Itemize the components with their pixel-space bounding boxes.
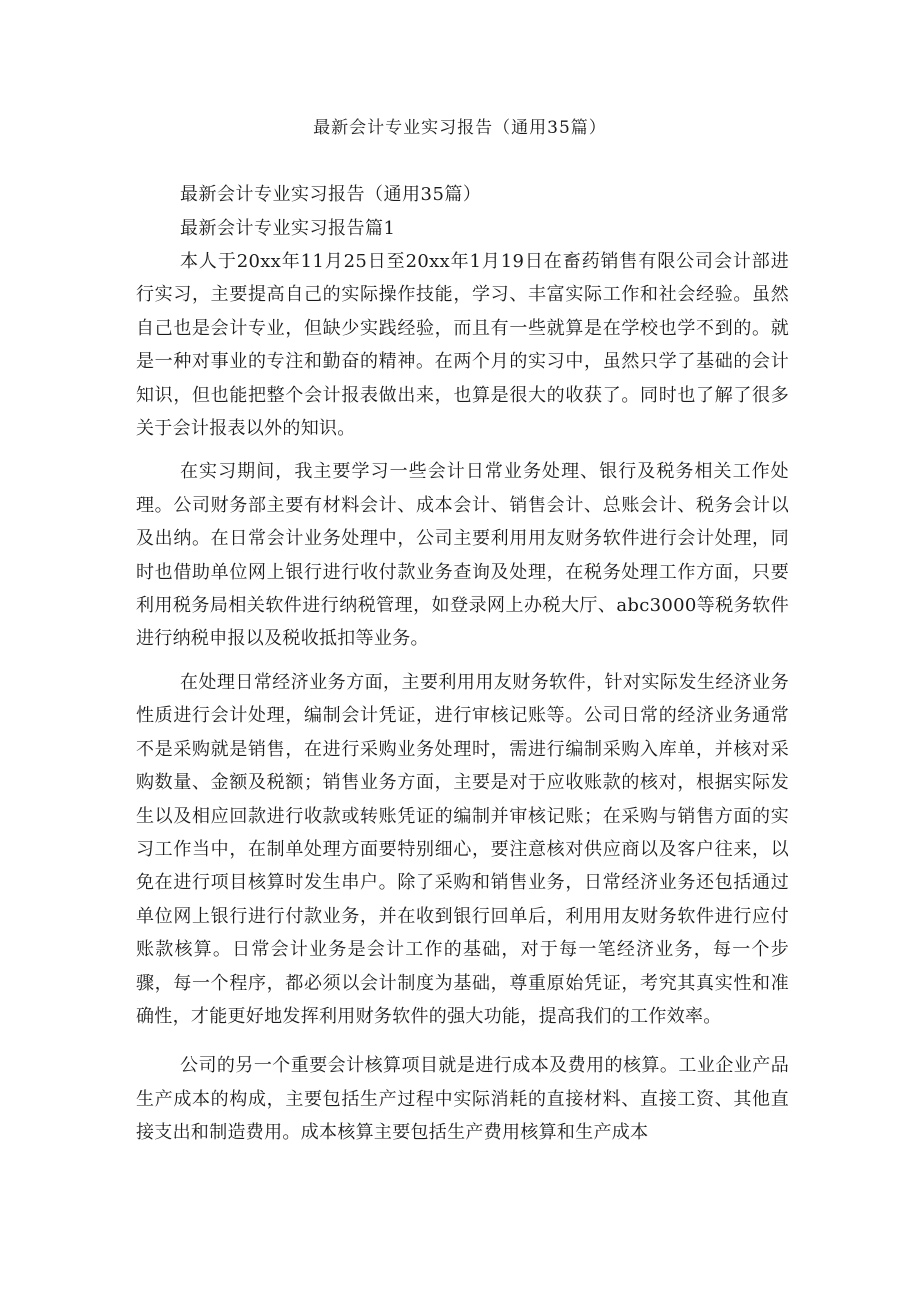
section-heading: 最新会计专业实习报告篇1: [180, 217, 396, 239]
document-title: 最新会计专业实习报告（通用35篇）: [313, 118, 607, 138]
document-body: [136, 178, 789, 1160]
document-subtitle: 最新会计专业实习报告（通用35篇）: [180, 184, 482, 205]
paragraph: 本人于20xx年11月25日至20xx年1月19日在畜药销售有限公司会计部进行实习，主要提高自己的实际操作技能，学习、丰富实际工作和社会经验。虽然自己也是会计专业，但缺少实践经验，而且有一些就算是在学校也学不到的。就是一种对事业的专注和勤奋的精神。在两个月的实习中，虽然只学了基础的会计知识，但也能把整个会计报表做出来，也算是很大的收获了。同时也了解了很多关于会计报表以外的知识。: [136, 251, 789, 440]
paragraph: 公司的另一个重要会计核算项目就是进行成本及费用的核算。工业企业产品生产成本的构成，主要包括生产过程中实际消耗的直接材料、直接工资、其他直接支出和制造费用。成本核算主要包括生产费用核算和生产成本: [136, 1055, 789, 1144]
paragraph: 在处理日常经济业务方面，主要利用用友财务软件，针对实际发生经济业务性质进行会计处理，编制会计凭证，进行审核记账等。公司日常的经济业务通常不是采购就是销售，在进行采购业务处理时，需进行编制采购入库单，并核对采购数量、金额及税额；销售业务方面，主要是对于应收账款的核对，根据实际发生以及相应回款进行收款或转账凭证的编制并审核记账；在采购与销售方面的实习工作当中，在制单处理方面要特别细心，要注意核对供应商以及客户往来，以免在进行项目核算时发生串户。除了采购和销售业务，日常经济业务还包括通过单位网上银行进行付款业务，并在收到银行回单后，利用用友财务软件进行应付账款核算。日常会计业务是会计工作的基础，对于每一笔经济业务，每一个步骤，每一个程序，都必须以会计制度为基础，尊重原始凭证，考究其真实性和准确性，才能更好地发挥利用财务软件的强大功能，提高我们的工作效率。: [136, 671, 789, 1027]
paragraph: 在实习期间，我主要学习一些会计日常业务处理、银行及税务相关工作处理。公司财务部主要有材料会计、成本会计、销售会计、总账会计、税务会计以及出纳。在日常会计业务处理中，公司主要利用用友财务软件进行会计处理，同时也借助单位网上银行进行收付款业务查询及处理，在税务处理工作方面，只要利用税务局相关软件进行纳税管理，如登录网上办税大厅、abc3000等税务软件进行纳税申报以及税收抵扣等业务。: [136, 461, 789, 650]
